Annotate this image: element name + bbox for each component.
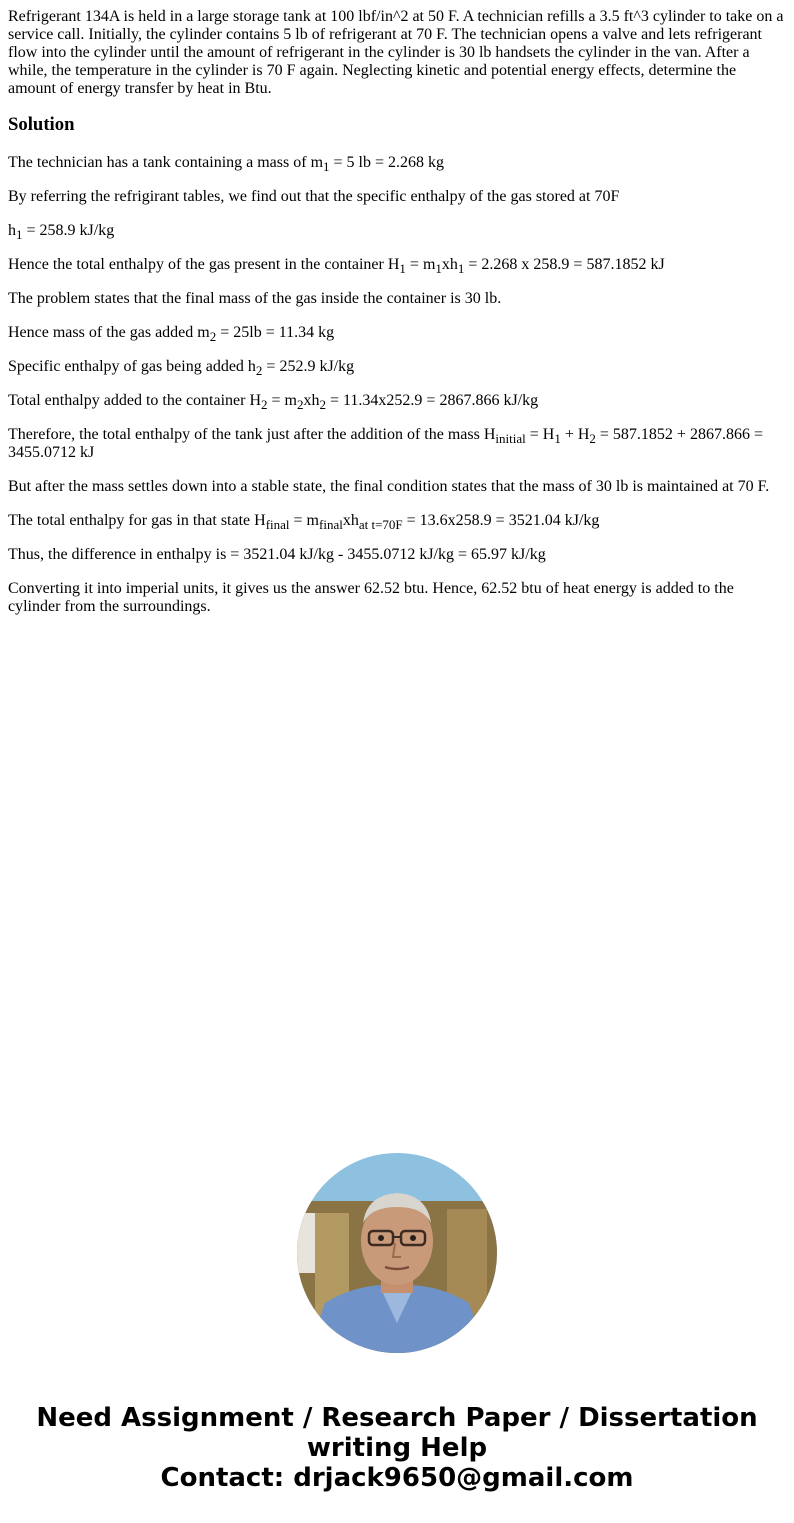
solution-line-h2: Specific enthalpy of gas being added $h_2 = 252.9$ kJ/kg	[8, 358, 355, 378]
footer-line-1: Need Assignment / Research Paper / Dissertation	[36, 1403, 758, 1433]
document-body	[8, 8, 786, 632]
solution-line-final-enthalpy: The total enthalpy for gas in that state $H_{final} = m_{final}xh_{at t=70F} = 13.6x258.9 = 3521.04$ kJ/kg	[8, 512, 600, 532]
footer-line-2: writing Help	[306, 1433, 488, 1463]
solution-line-initial-enthalpy: Therefore, the total enthalpy of the tank just after the addition of the mass $H_{initial} = H_1 + H_2 = 587.1852 + 2867.866 = 3455.0712$ kJ	[8, 426, 763, 461]
solution-line-conclusion: Converting it into imperial units, it gives us the answer 62.52 btu. Hence, 62.52 btu of heat energy is added to the cylinder from the surroundings.	[8, 580, 734, 615]
author-portrait-image	[297, 1153, 497, 1353]
solution-line-total-enthalpy-1: Hence the total enthalpy of the gas present in the container $H_1 = m_1xh_1 = 2.268$ x 258.9 = 587.1852 kJ	[8, 256, 665, 276]
solution-heading: Solution	[8, 114, 75, 135]
solution-line-final-mass: The problem states that the final mass of the gas inside the container is 30 lb.	[8, 290, 502, 307]
footer-contact-email: Contact: drjack9650@gmail.com	[160, 1463, 634, 1493]
question-text: Refrigerant 134A is held in a large storage tank at 100 lbf/in^2 at 50 F. A technician refills a 3.5 ft^3 cylinder to take on a service call. Initially, the cylinder contains 5 lb of refrigerant at 70 F. The technician opens a valve and lets refrigerant flow into the cylinder until the amount of refrigerant in the cylinder is 30 lb handsets the cylinder in the van. After a while, the temperature in the cylinder is 70 F again. Neglecting kinetic and potential energy effects, determine the amount of energy transfer by heat in Btu.	[8, 8, 784, 97]
solution-line-total-enthalpy-2: Total enthalpy added to the container $H_2 = m_2xh_2 = 11.34x252.9 = 2867.866$ kJ/kg	[8, 392, 539, 412]
solution-line-table-ref: By referring the refrigirant tables, we find out that the specific enthalpy of the gas stored at 70F	[8, 188, 620, 205]
solution-line-stable-state: But after the mass settles down into a stable state, the final condition states that the mass of 30 lb is maintained at 70 F.	[8, 478, 770, 495]
contact-footer	[0, 1403, 794, 1493]
solution-line-mass-added: Hence mass of the gas added $m_2 = 25lb = 11.34$ kg	[8, 324, 335, 344]
solution-line-h1: $h_1 = 258.9$ kJ/kg	[8, 222, 115, 242]
solution-line-difference: Thus, the difference in enthalpy is = 3521.04 kJ/kg - 3455.0712 kJ/kg = 65.97 kJ/kg	[8, 546, 546, 563]
solution-line-mass-initial: The technician has a tank containing a mass of $m_1 = 5$ lb = 2.268 kg	[8, 154, 445, 174]
author-avatar	[297, 1153, 497, 1353]
